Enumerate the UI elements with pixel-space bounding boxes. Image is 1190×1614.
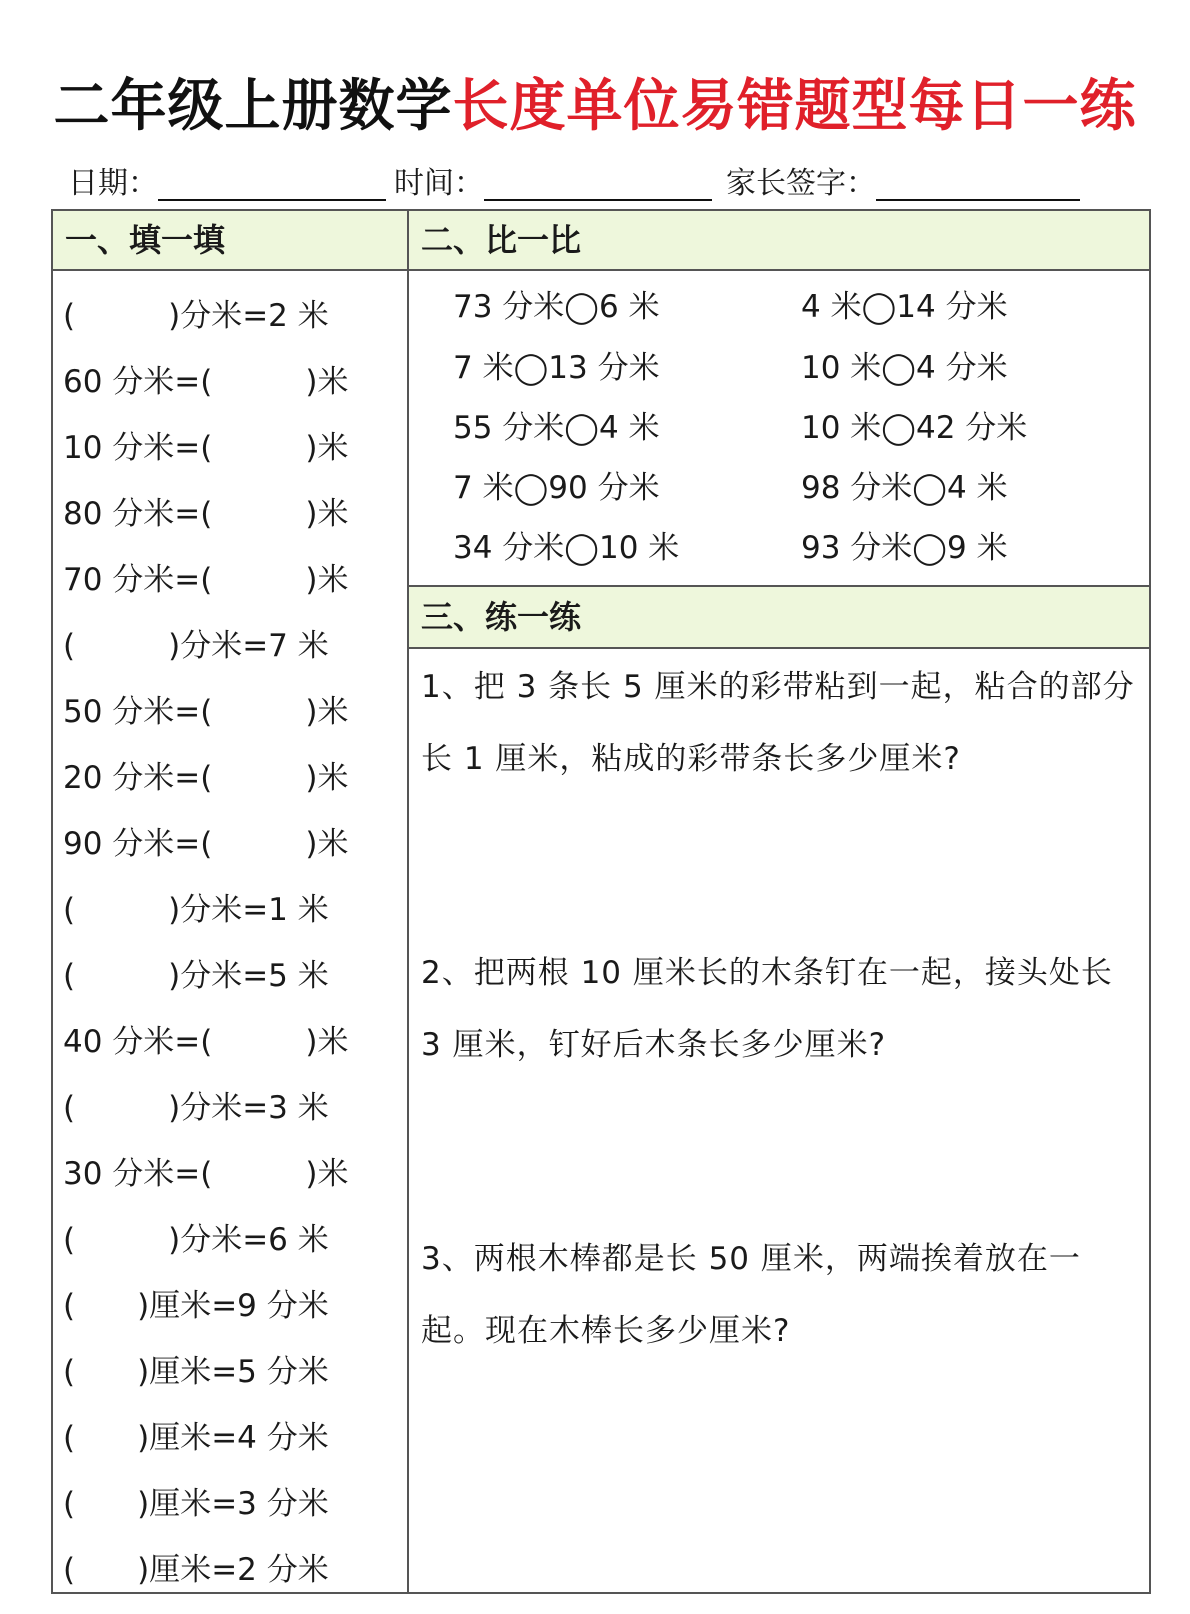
fill-item[interactable]: ( )厘米=9 分米 [63, 1288, 329, 1324]
fill-item[interactable]: ( )厘米=2 分米 [63, 1552, 329, 1588]
fill-item[interactable]: ( )分米=2 米 [63, 298, 329, 334]
title-topic: 长度单位易错题型每日一练 [452, 74, 1137, 139]
fill-list [63, 283, 403, 1603]
compare-item[interactable]: 10 米◯4 分米 [801, 350, 1008, 386]
title-grade: 二年级上册数学 [53, 74, 453, 139]
date-label: 日期： [68, 166, 158, 201]
compare-item[interactable]: 4 米◯14 分米 [801, 289, 1008, 325]
compare-item[interactable]: 73 分米◯6 米 [453, 289, 660, 325]
fill-item[interactable]: 60 分米=( )米 [63, 364, 349, 400]
time-field[interactable] [394, 158, 712, 202]
fill-item[interactable]: ( )厘米=4 分米 [63, 1420, 329, 1456]
word-problem[interactable]: 3、两根木棒都是长 50 厘米，两端挨着放在一起。现在木棒长多少厘米? [421, 1241, 1081, 1349]
parent-sign-blank[interactable] [876, 169, 1080, 201]
fill-item[interactable]: ( )分米=6 米 [63, 1222, 329, 1258]
compare-item[interactable]: 10 米◯42 分米 [801, 410, 1028, 446]
word-problem[interactable]: 1、把 3 条长 5 厘米的彩带粘到一起，粘合的部分长 1 厘米，粘成的彩带条长多少厘米? [421, 669, 1135, 777]
fill-item[interactable]: ( )分米=1 米 [63, 892, 329, 928]
parent-sign-label: 家长签字： [726, 166, 876, 201]
fill-item[interactable]: 70 分米=( )米 [63, 562, 349, 598]
fill-item[interactable]: ( )分米=3 米 [63, 1090, 329, 1126]
time-label: 时间： [394, 166, 484, 201]
date-field[interactable] [68, 158, 386, 202]
fill-item[interactable]: ( )分米=5 米 [63, 958, 329, 994]
fill-item[interactable]: 20 分米=( )米 [63, 760, 349, 796]
fill-item[interactable]: ( )厘米=5 分米 [63, 1354, 329, 1390]
word-problem[interactable]: 2、把两根 10 厘米长的木条钉在一起，接头处长 3 厘米，钉好后木条长多少厘米? [421, 955, 1113, 1063]
date-blank[interactable] [158, 169, 386, 201]
section-compare-heading: 二、比一比 [409, 211, 1149, 271]
fill-item[interactable]: 10 分米=( )米 [63, 430, 349, 466]
compare-item[interactable]: 55 分米◯4 米 [453, 410, 660, 446]
parent-sign-field[interactable] [726, 158, 1080, 202]
fill-item[interactable]: 50 分米=( )米 [63, 694, 349, 730]
compare-item[interactable]: 7 米◯13 分米 [453, 350, 660, 386]
compare-item[interactable]: 34 分米◯10 米 [453, 530, 680, 566]
section-practice-heading: 三、练一练 [409, 585, 1149, 649]
compare-item[interactable]: 7 米◯90 分米 [453, 470, 660, 506]
compare-item[interactable]: 93 分米◯9 米 [801, 530, 1008, 566]
fill-item[interactable]: ( )厘米=3 分米 [63, 1486, 329, 1522]
meta-row [68, 158, 1138, 201]
column-divider [407, 211, 409, 1592]
section-fill-heading: 一、填一填 [53, 211, 407, 271]
compare-item[interactable]: 98 分米◯4 米 [801, 470, 1008, 506]
fill-item[interactable]: 30 分米=( )米 [63, 1156, 349, 1192]
fill-item[interactable]: ( )分米=7 米 [63, 628, 329, 664]
fill-item[interactable]: 40 分米=( )米 [63, 1024, 349, 1060]
time-blank[interactable] [484, 169, 712, 201]
worksheet-table [51, 209, 1151, 1594]
fill-item[interactable]: 80 分米=( )米 [63, 496, 349, 532]
fill-item[interactable]: 90 分米=( )米 [63, 826, 349, 862]
page-title [0, 62, 1190, 142]
